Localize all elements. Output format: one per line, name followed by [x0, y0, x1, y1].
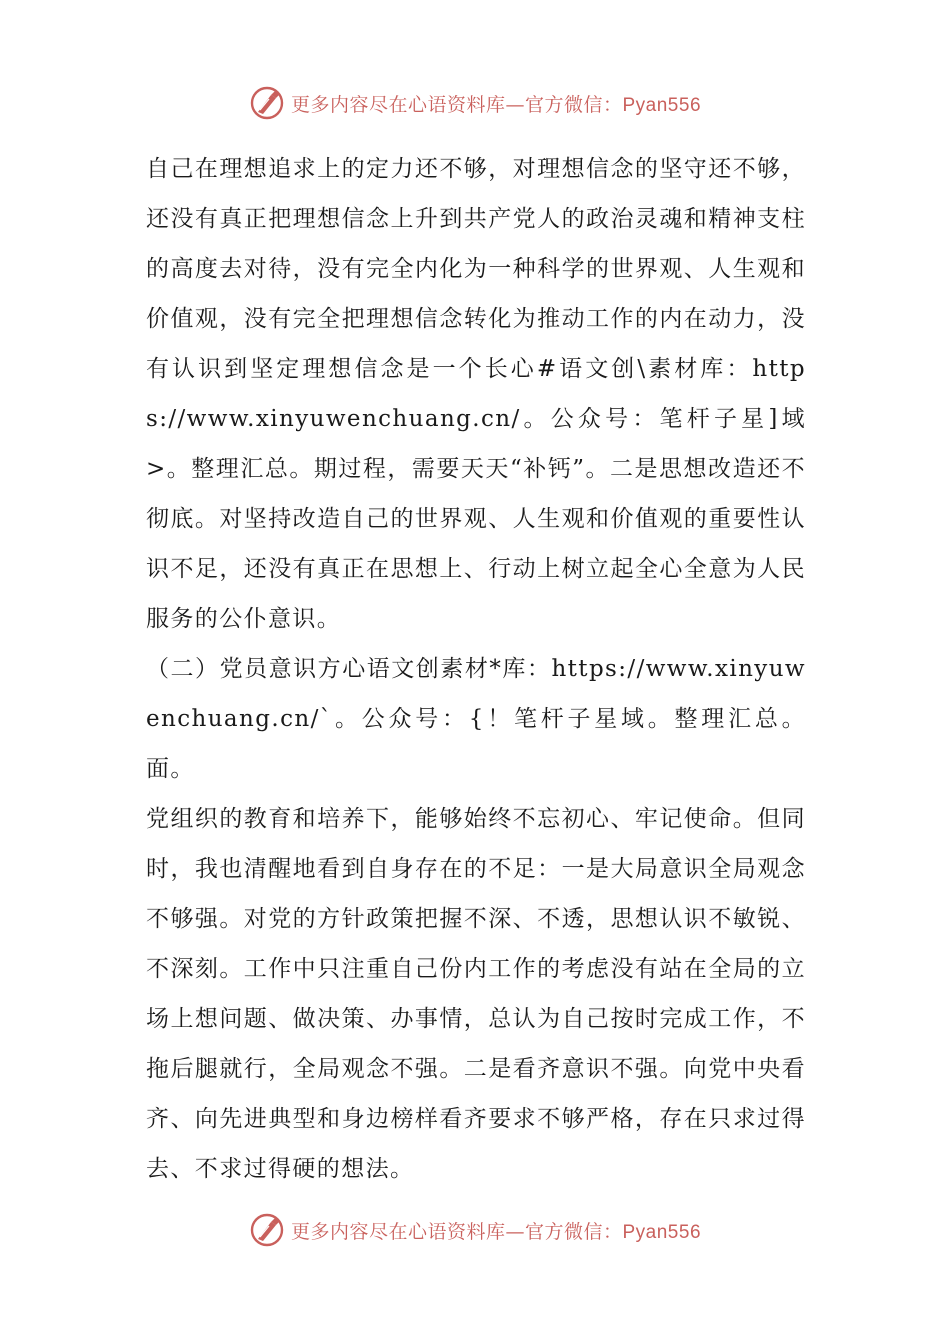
pen-nib-logo-icon — [249, 1212, 285, 1248]
footer-banner-cn: 更多内容尽在心语资料库—官方微信： — [290, 1220, 623, 1243]
paragraph-2: （二）党员意识方心语文创素材*库：https://www.xinyuwenchuang.cn/`。公众号：{！笔杆子星域。整理汇总。面。 — [146, 656, 806, 782]
document-body — [146, 144, 806, 1194]
footer-banner — [0, 1210, 950, 1250]
pen-nib-logo-icon — [249, 85, 285, 121]
header-banner-text — [291, 90, 701, 117]
paragraph-3: 党组织的教育和培养下，能够始终不忘初心、牢记使命。但同时，我也清醒地看到自身存在的不足：一是大局意识全局观念不够强。对党的方针政策把握不深、不透，思想认识不敏锐、不深刻。工作中只注重自己份内工作的考虑没有站在全局的立场上想问题、做决策、办事情，总认为自己按时完成工作，不拖后腿就行，全局观念不强。二是看齐意识不强。向党中央看齐、向先进典型和身边榜样看齐要求不够严格，存在只求过得去、不求过得硬的想法。 — [146, 806, 806, 1182]
header-banner-wechat-id: Pyan556 — [622, 94, 702, 116]
paragraph-1: 自己在理想追求上的定力还不够，对理想信念的坚守还不够，还没有真正把理想信念上升到共产党人的政治灵魂和精神支柱的高度去对待，没有完全内化为一种科学的世界观、人生观和价值观，没有完全把理想信念转化为推动工作的内在动力，没有认识到坚定理想信念是一个长心#语文创\素材库：https://www.xinyuwenchuang.cn/。公众号：笔杆子星]域>。整理汇总。期过程，需要天天“补钙”。二是思想改造还不彻底。对坚持改造自己的世界观、人生观和价值观的重要性认识不足，还没有真正在思想上、行动上树立起全心全意为人民服务的公仆意识。 — [146, 156, 806, 632]
footer-banner-wechat-id: Pyan556 — [622, 1221, 702, 1243]
footer-banner-text — [291, 1217, 701, 1244]
header-banner-cn: 更多内容尽在心语资料库—官方微信： — [290, 93, 623, 116]
header-banner — [0, 83, 950, 123]
